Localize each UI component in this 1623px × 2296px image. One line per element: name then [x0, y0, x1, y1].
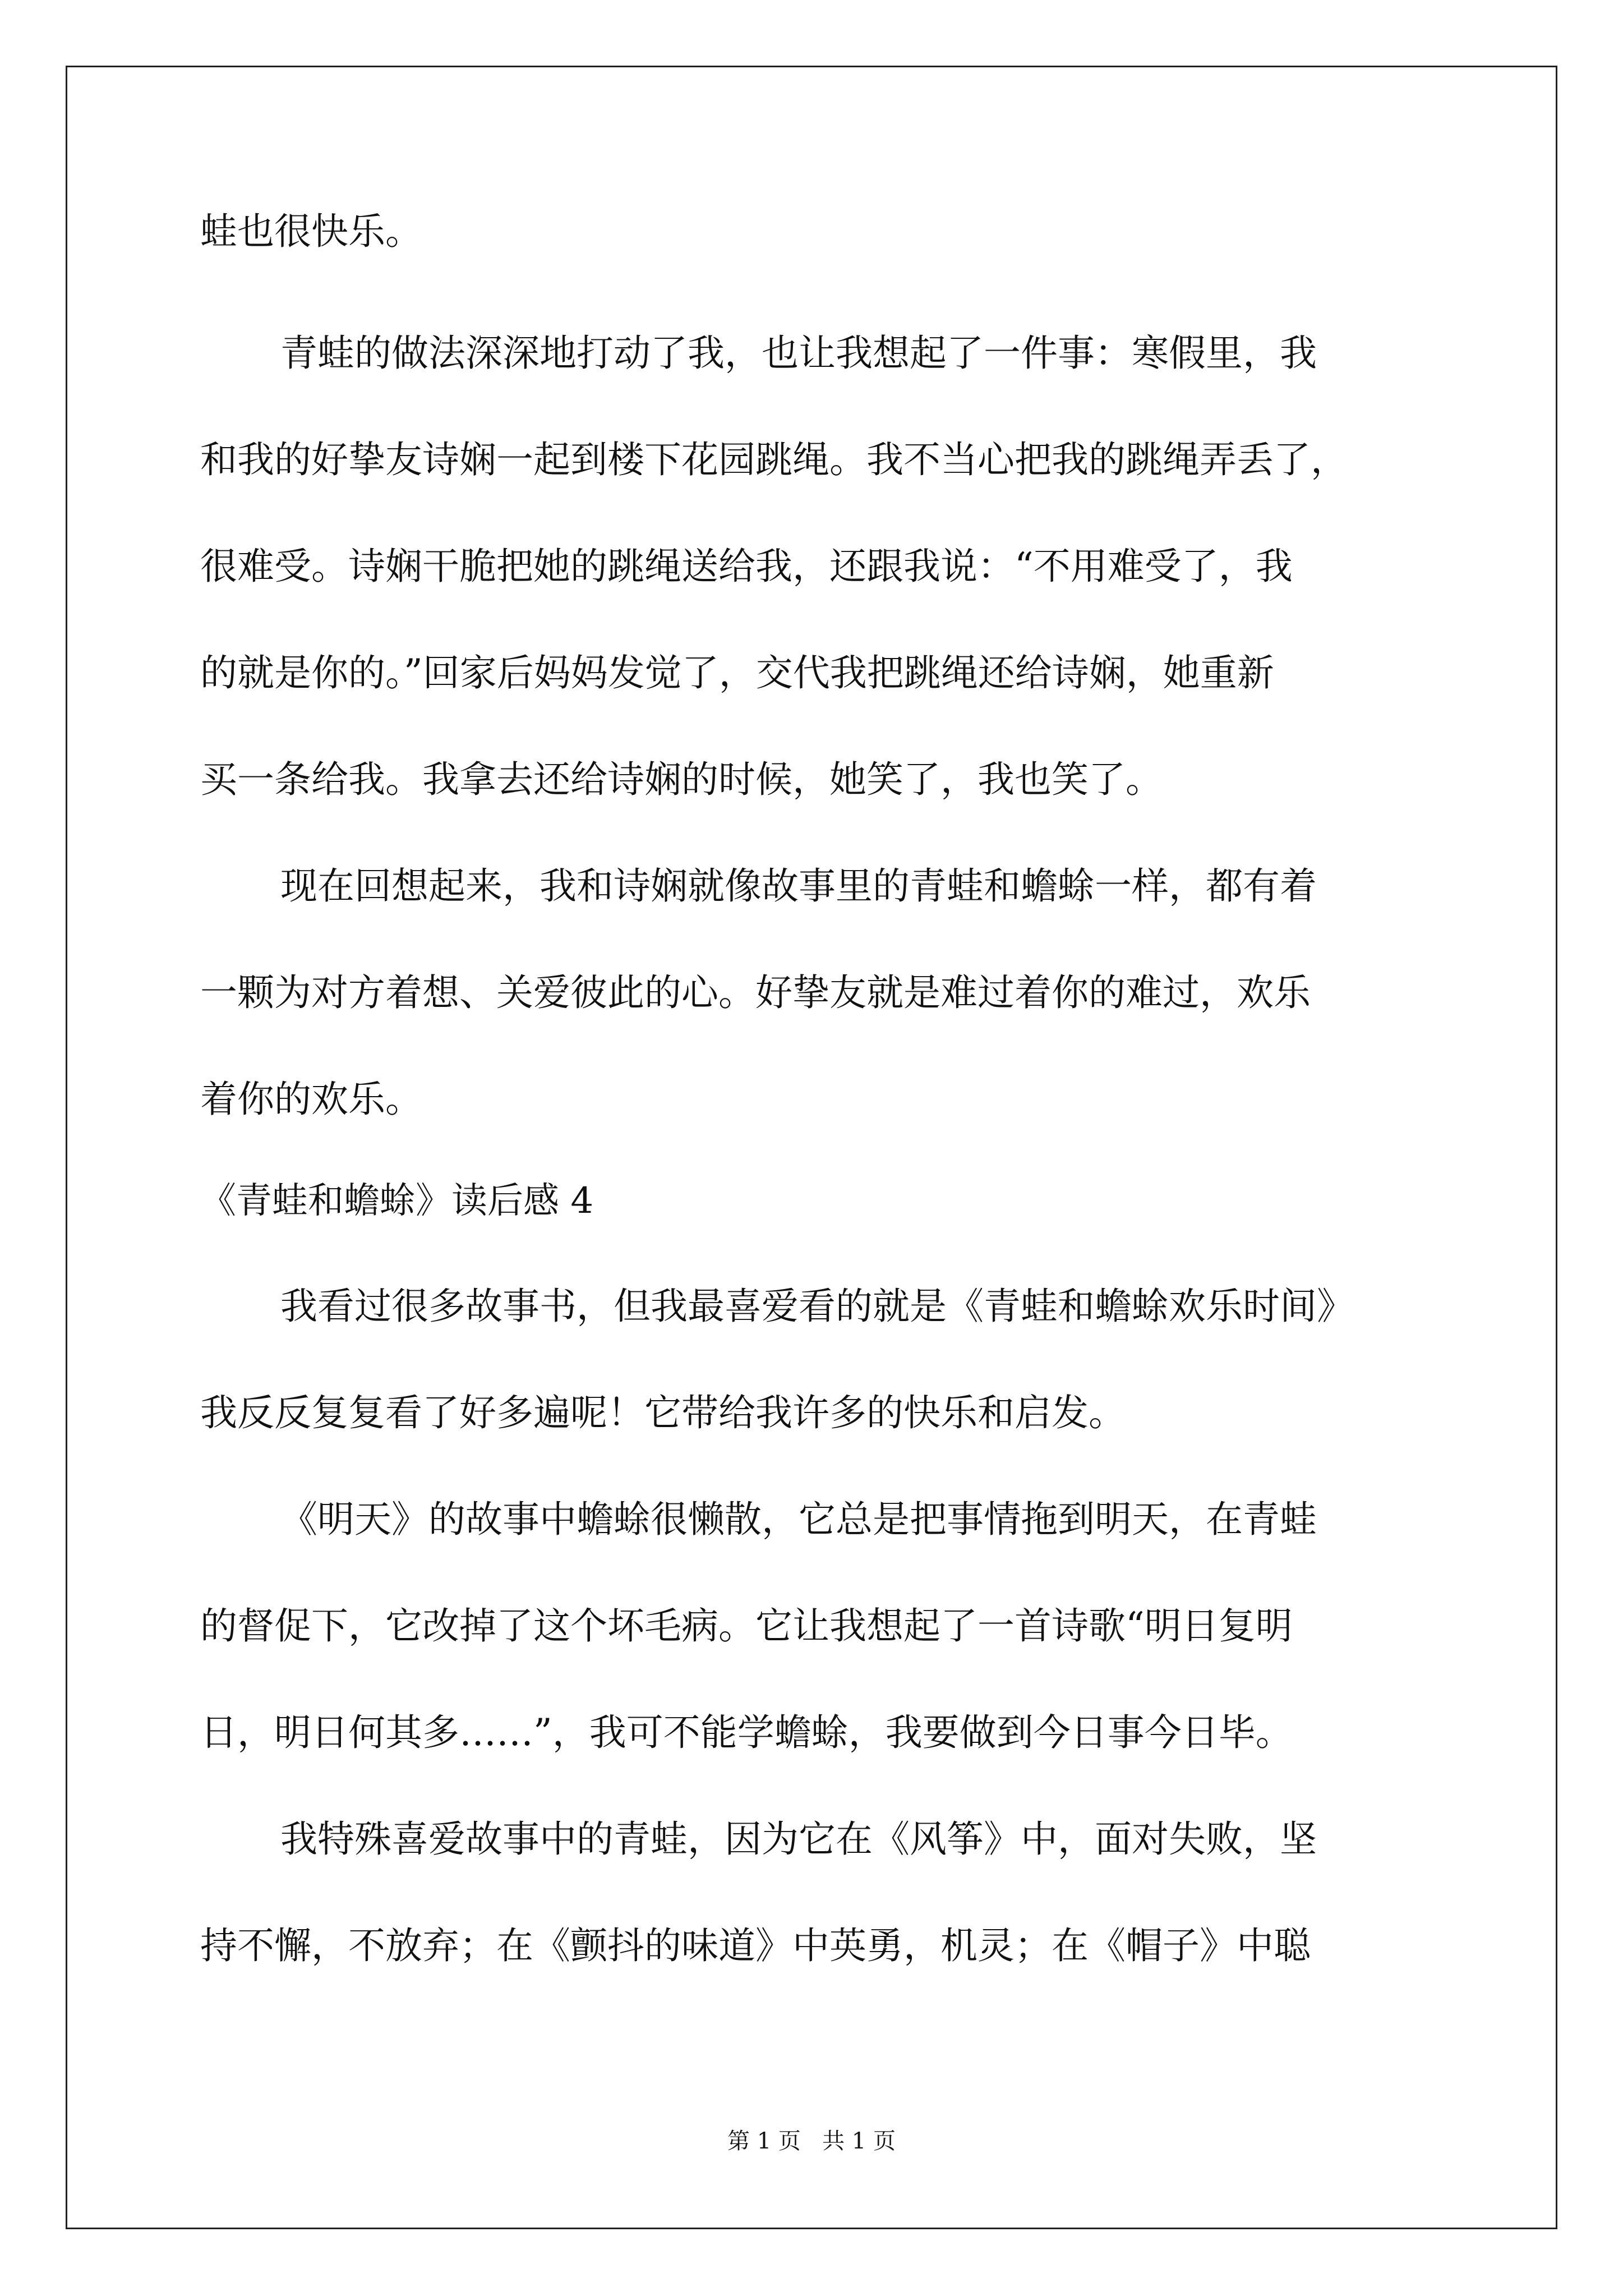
paragraph-line: 现在回想起来，我和诗娴就像故事里的青蛙和蟾蜍一样，都有着	[280, 864, 1317, 908]
paragraph-line: 青蛙的做法深深地打动了我，也让我想起了一件事：寒假里，我	[280, 332, 1317, 375]
paragraph-line: 蛙也很快乐。	[200, 210, 422, 253]
paragraph-line: 很难受。诗娴干脆把她的跳绳送给我，还跟我说：“不用难受了，我	[200, 545, 1293, 588]
page-footer: 第 1 页 共 1 页	[727, 2128, 896, 2154]
paragraph-line: 我特殊喜爱故事中的青蛙，因为它在《风筝》中，面对失败，坚	[280, 1818, 1317, 1861]
paragraph-line: 的督促下，它改掉了这个坏毛病。它让我想起了一首诗歌“明日复明	[200, 1604, 1293, 1648]
section-title: 《青蛙和蟾蜍》读后感 4	[200, 1180, 594, 1222]
paragraph-line: 买一条给我。我拿去还给诗娴的时候，她笑了，我也笑了。	[200, 758, 1163, 801]
paragraph-line: 和我的好挚友诗娴一起到楼下花园跳绳。我不当心把我的跳绳弄丢了，	[200, 438, 1348, 481]
page-border	[66, 66, 1557, 2229]
paragraph-line: 着你的欢乐。	[200, 1078, 422, 1121]
paragraph-line: 的就是你的。”回家后妈妈发觉了，交代我把跳绳还给诗娴，她重新	[200, 651, 1274, 694]
paragraph-line: 我看过很多故事书，但我最喜爱看的就是《青蛙和蟾蜍欢乐时间》	[280, 1285, 1354, 1328]
paragraph-line: 我反反复复看了好多遍呢！它带给我许多的快乐和启发。	[200, 1391, 1126, 1434]
paragraph-line: 一颗为对方着想、关爱彼此的心。好挚友就是难过着你的难过，欢乐	[200, 971, 1311, 1014]
paragraph-line: 日，明日何其多……”，我可不能学蟾蜍，我要做到今日事今日毕。	[200, 1711, 1293, 1754]
paragraph-line: 《明天》的故事中蟾蜍很懒散，它总是把事情拖到明天，在青蛙	[280, 1498, 1317, 1541]
paragraph-line: 持不懈，不放弃；在《颤抖的味道》中英勇，机灵；在《帽子》中聪	[200, 1924, 1311, 1967]
